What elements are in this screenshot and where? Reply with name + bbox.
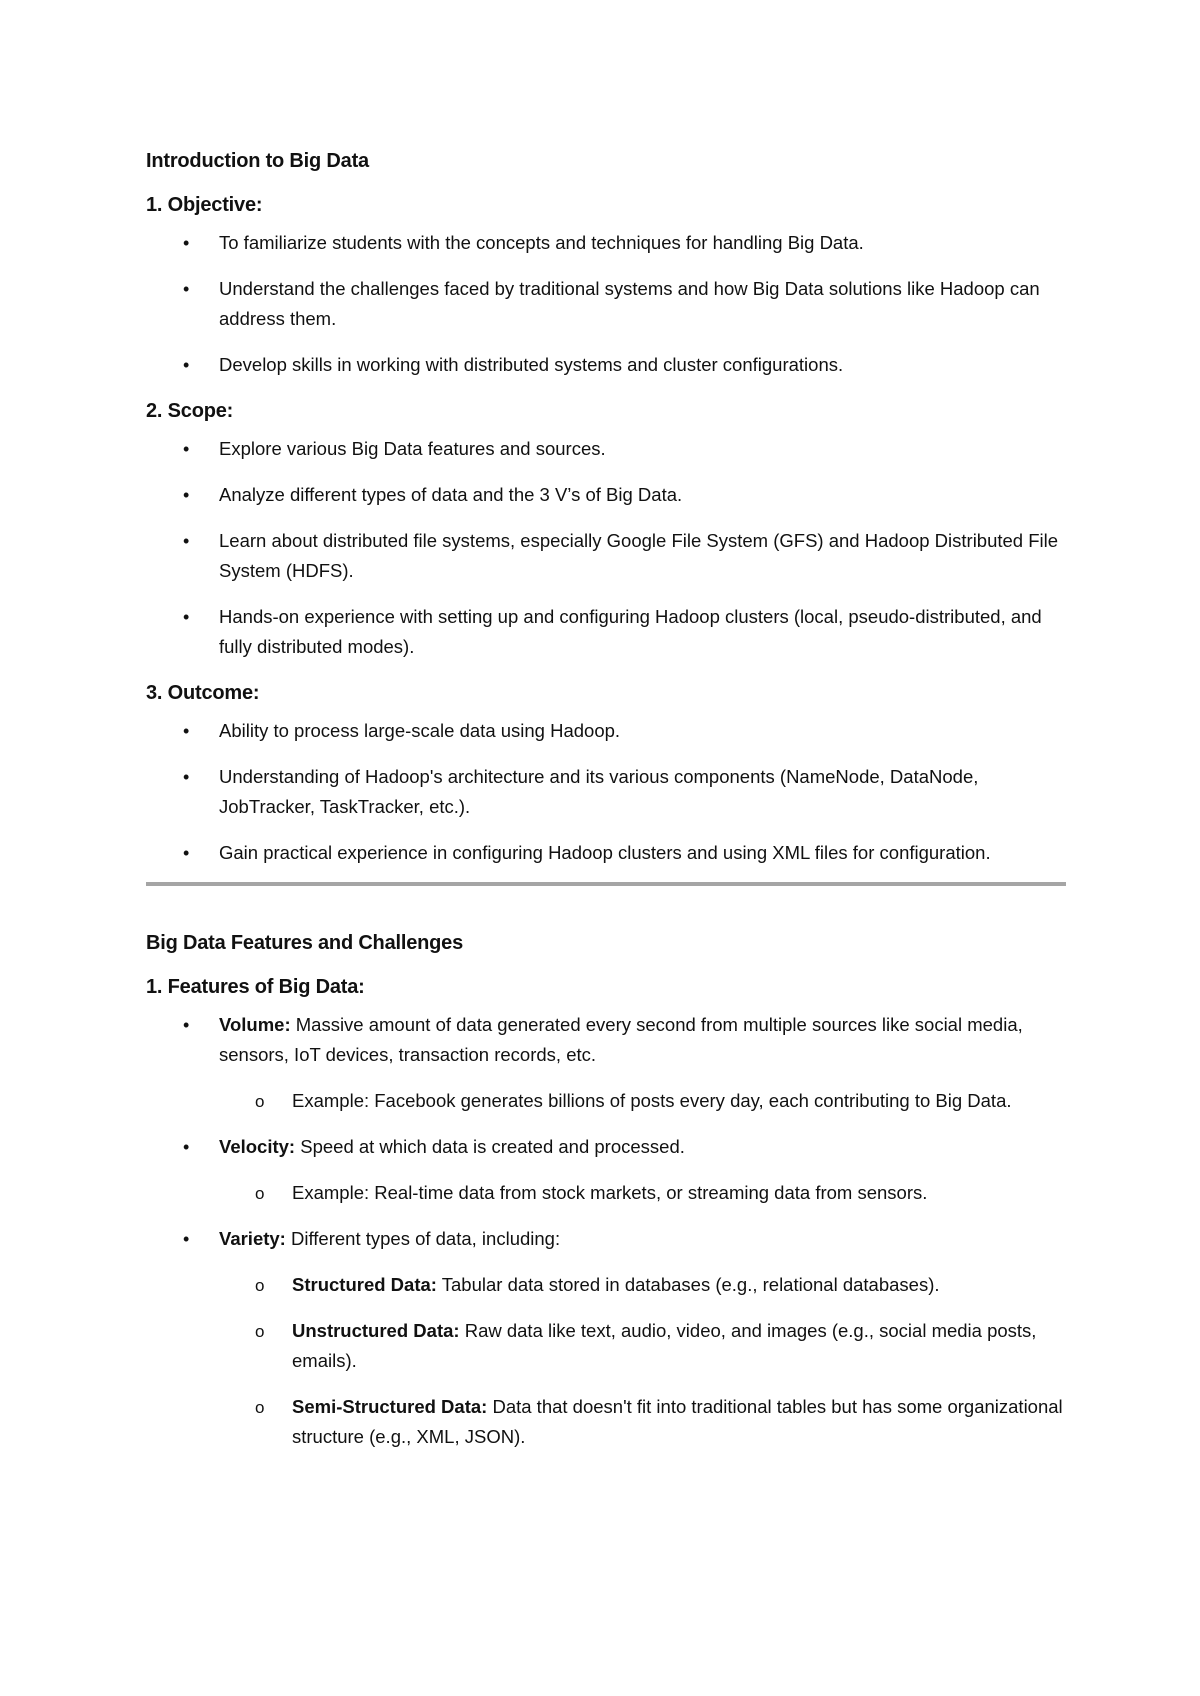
objective-heading: 1. Objective: bbox=[146, 194, 263, 216]
bullet-icon: • bbox=[183, 531, 190, 551]
list-item bbox=[146, 228, 1066, 258]
bullet-icon: • bbox=[183, 721, 190, 741]
features-heading: 1. Features of Big Data: bbox=[146, 976, 365, 998]
scope-heading: 2. Scope: bbox=[146, 400, 234, 422]
sub-list-item bbox=[255, 1316, 1066, 1376]
list-item bbox=[146, 602, 1066, 662]
list-item-text: Gain practical experience in configuring Hadoop clusters and using XML files for configuration. bbox=[219, 842, 991, 863]
horizontal-divider bbox=[146, 882, 1066, 886]
circle-bullet-icon: o bbox=[255, 1092, 265, 1111]
list-item bbox=[146, 480, 1066, 510]
term-label: Velocity: bbox=[219, 1136, 296, 1157]
list-item-variety bbox=[146, 1224, 1066, 1452]
bullet-icon: • bbox=[183, 1137, 190, 1157]
list-item-text: To familiarize students with the concepts and techniques for handling Big Data. bbox=[219, 232, 864, 253]
bullet-icon: • bbox=[183, 1229, 190, 1249]
outcome-list bbox=[146, 716, 1066, 868]
term-description: Speed at which data is created and processed. bbox=[295, 1136, 685, 1157]
term-label: Structured Data: bbox=[292, 1274, 437, 1295]
bullet-icon: • bbox=[183, 233, 190, 253]
list-item-text: Understand the challenges faced by traditional systems and how Big Data solutions like Hadoop can address them. bbox=[219, 278, 1040, 329]
list-item bbox=[146, 838, 1066, 868]
objective-list bbox=[146, 228, 1066, 380]
scope-list bbox=[146, 434, 1066, 662]
bullet-icon: • bbox=[183, 767, 190, 787]
term-label: Variety: bbox=[219, 1228, 286, 1249]
sub-list-item bbox=[255, 1178, 1066, 1208]
circle-bullet-icon: o bbox=[255, 1322, 265, 1341]
bullet-icon: • bbox=[183, 439, 190, 459]
term-description: Massive amount of data generated every second from multiple sources like social media, sensors, IoT devices, transaction records, etc. bbox=[219, 1014, 1023, 1065]
list-item-text: Understanding of Hadoop's architecture and its various components (NameNode, DataNode, JobTracker, TaskTracker, etc.). bbox=[219, 766, 979, 817]
sub-list-item bbox=[255, 1086, 1066, 1116]
list-item-text: Analyze different types of data and the 3 V’s of Big Data. bbox=[219, 484, 683, 505]
term-label: Volume: bbox=[219, 1014, 291, 1035]
list-item-text: Develop skills in working with distributed systems and cluster configurations. bbox=[219, 354, 844, 375]
list-item bbox=[146, 716, 1066, 746]
circle-bullet-icon: o bbox=[255, 1276, 265, 1295]
section-title-features-challenges: Big Data Features and Challenges bbox=[146, 932, 464, 954]
term-label: Semi-Structured Data: bbox=[292, 1396, 488, 1417]
sub-list-item bbox=[255, 1270, 1066, 1300]
section-title-introduction: Introduction to Big Data bbox=[146, 150, 369, 172]
bullet-icon: • bbox=[183, 1015, 190, 1035]
sub-list-item bbox=[255, 1392, 1066, 1452]
list-item bbox=[146, 762, 1066, 822]
term-label: Unstructured Data: bbox=[292, 1320, 460, 1341]
variety-sublist bbox=[219, 1270, 1066, 1452]
list-item bbox=[146, 350, 1066, 380]
bullet-icon: • bbox=[183, 355, 190, 375]
list-item bbox=[146, 434, 1066, 464]
outcome-heading: 3. Outcome: bbox=[146, 682, 260, 704]
document-content bbox=[146, 140, 1066, 1452]
bullet-icon: • bbox=[183, 279, 190, 299]
circle-bullet-icon: o bbox=[255, 1184, 265, 1203]
bullet-icon: • bbox=[183, 843, 190, 863]
list-item-text: Ability to process large-scale data using Hadoop. bbox=[219, 720, 621, 741]
term-description: Tabular data stored in databases (e.g., relational databases). bbox=[436, 1274, 940, 1295]
list-item-text: Hands-on experience with setting up and configuring Hadoop clusters (local, pseudo-distributed, and fully distributed modes). bbox=[219, 606, 1042, 657]
sub-list-item-text: Example: Facebook generates billions of posts every day, each contributing to Big Data. bbox=[292, 1090, 1012, 1111]
list-item-text: Learn about distributed file systems, especially Google File System (GFS) and Hadoop Distributed File System (HDFS). bbox=[219, 530, 1059, 581]
term-description: Different types of data, including: bbox=[285, 1228, 561, 1249]
bullet-icon: • bbox=[183, 607, 190, 627]
list-item-velocity bbox=[146, 1132, 1066, 1208]
bullet-icon: • bbox=[183, 485, 190, 505]
term-description: Data that doesn't fit into traditional tables but has some organizational structure (e.g., XML, JSON). bbox=[292, 1396, 1063, 1447]
velocity-sublist bbox=[219, 1178, 1066, 1208]
circle-bullet-icon: o bbox=[255, 1398, 265, 1417]
term-description: Raw data like text, audio, video, and images (e.g., social media posts, emails). bbox=[292, 1320, 1037, 1371]
sub-list-item-text: Example: Real-time data from stock markets, or streaming data from sensors. bbox=[292, 1182, 928, 1203]
list-item bbox=[146, 526, 1066, 586]
features-list bbox=[146, 1010, 1066, 1452]
list-item bbox=[146, 274, 1066, 334]
list-item-text: Explore various Big Data features and sources. bbox=[219, 438, 606, 459]
list-item-volume bbox=[146, 1010, 1066, 1116]
volume-sublist bbox=[219, 1086, 1066, 1116]
